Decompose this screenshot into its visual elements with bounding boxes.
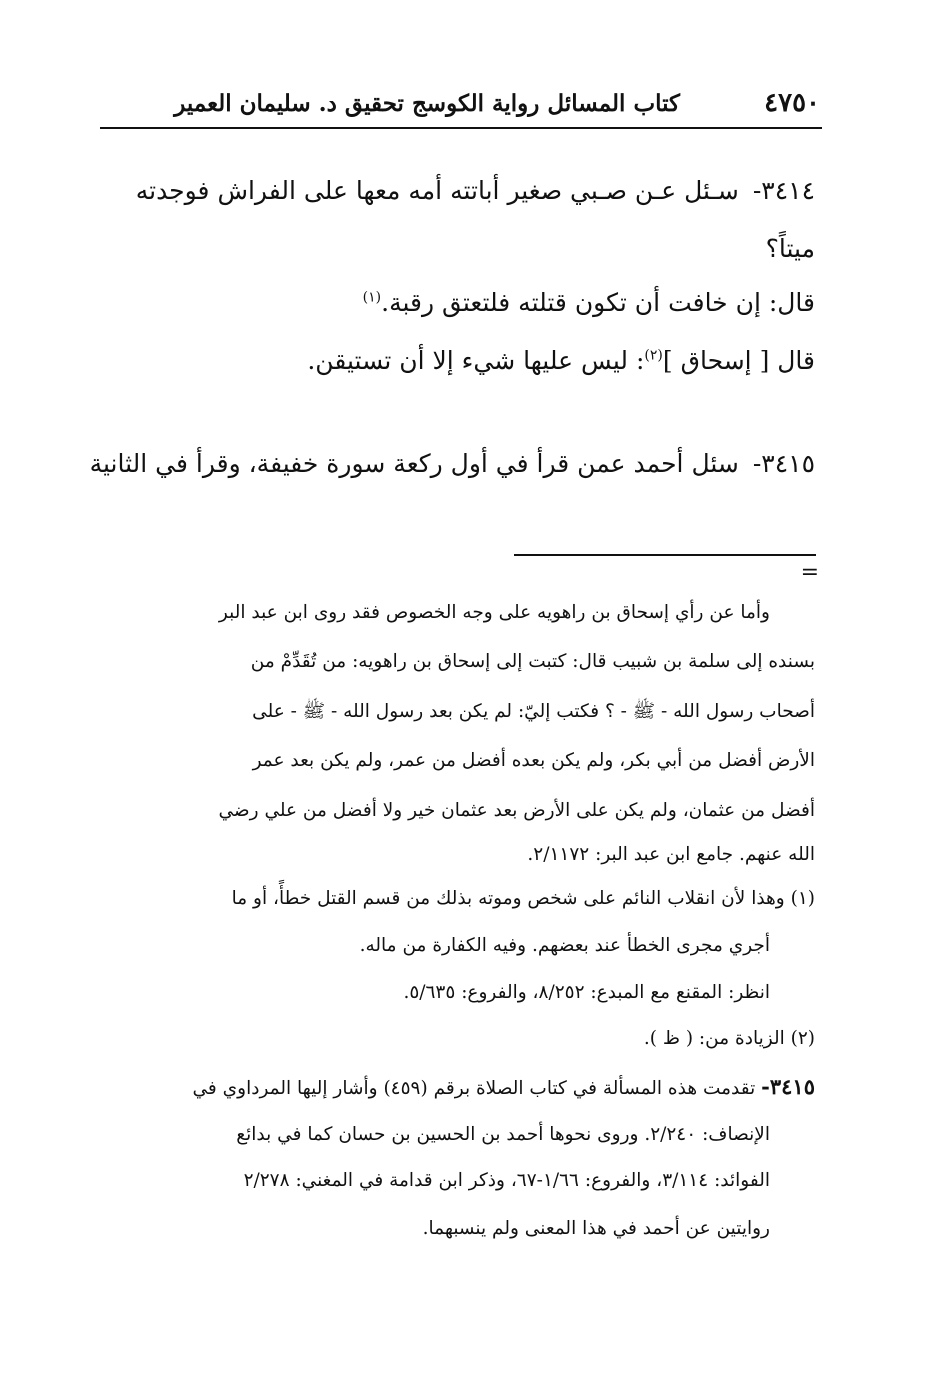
question-text: سـئل عـن صـبي صغير أباتته أمه معها على الفراش فوجدته bbox=[135, 176, 739, 205]
footnote-continuation-line: أفضل من عثمان، ولم يكن على الأرض بعد عثمان خير ولا أفضل من علي رضي bbox=[218, 800, 815, 821]
footnote-continuation-line: الأرض أفضل من أبي بكر، ولم يكن بعده أفضل من عمر، ولم يكن بعد عمر bbox=[252, 750, 815, 771]
question-3414-line-2 bbox=[766, 236, 815, 261]
footnote-1-line-2: أجري مجرى الخطأ عند بعضهم. وفيه الكفارة من ماله. bbox=[359, 935, 770, 956]
footnote-separator bbox=[514, 554, 816, 556]
footnote-continuation-line: وأما عن رأي إسحاق بن راهويه على وجه الخصوص فقد روى ابن عبد البر bbox=[218, 602, 770, 623]
footnote-ref: (١) bbox=[362, 289, 382, 306]
page-header bbox=[100, 88, 820, 128]
footnote-3415-line-2: الإنصاف: ٢/٢٤٠. وروى نحوها أحمد بن الحسين بن حسان كما في بدائع bbox=[236, 1124, 770, 1145]
footnote-1-line-1: (١) وهذا لأن انقلاب النائم على شخص وموته بذلك من قسم القتل خطأً، أو ما bbox=[231, 888, 815, 909]
answer-text: قال: إن خافت أن تكون قتلته فلتعتق رقبة. bbox=[381, 288, 815, 317]
answer-text: : ليس عليها شيء إلا أن تستيقن. bbox=[307, 346, 645, 375]
question-text: ميتاً؟ bbox=[765, 234, 815, 263]
footnote-1-line-3: انظر: المقنع مع المبدع: ٨/٢٥٢، والفروع: ٥/٦٣٥. bbox=[403, 982, 770, 1003]
answer-ahmad bbox=[363, 290, 815, 315]
footnote-continuation-line: الله عنهم. جامع ابن عبد البر: ٢/١١٧٢. bbox=[527, 844, 815, 865]
footnote-question-number: ٣٤١٥- bbox=[761, 1074, 815, 1099]
question-3414-line-1 bbox=[136, 178, 815, 203]
footnote-3415-line-1 bbox=[193, 1076, 815, 1099]
question-number: ٣٤١٤- bbox=[752, 176, 815, 205]
question-text: سئل أحمد عمن قرأ في أول ركعة سورة خفيفة، وقرأ في الثانية bbox=[89, 449, 739, 478]
page-number: ٤٧٥٠ bbox=[764, 88, 820, 118]
footnote-2: (٢) الزيادة من: ( ظ ). bbox=[643, 1028, 815, 1049]
footnote-continuation-line: بسنده إلى سلمة بن شبيب قال: كتبت إلى إسحاق بن راهويه: من تُقَدِّمْ من bbox=[250, 651, 815, 672]
continuation-mark: = bbox=[800, 560, 819, 585]
footnote-3415-line-3: الفوائد: ٣/١١٤، والفروع: ١/٦٦-٦٧، وذكر ابن قدامة في المغني: ٢/٢٧٨ bbox=[243, 1170, 770, 1191]
question-3415-line-1 bbox=[90, 451, 815, 476]
question-number: ٣٤١٥- bbox=[752, 449, 815, 478]
footnote-text: تقدمت هذه المسألة في كتاب الصلاة برقم (٤٥٩) وأشار إليها المرداوي في bbox=[192, 1078, 756, 1099]
footnote-3415-line-4: روايتين عن أحمد في هذا المعنى ولم ينسبهما. bbox=[422, 1218, 770, 1239]
header-rule bbox=[100, 127, 822, 129]
running-title: كتاب المسائل رواية الكوسج تحقيق د. سليمان العمير bbox=[174, 90, 680, 117]
footnote-continuation-line: أصحاب رسول الله - ﷺ - ؟ فكتب إليّ: لم يكن بعد رسول الله - ﷺ - على bbox=[252, 701, 815, 722]
footnote-ref: (٢) bbox=[644, 347, 663, 364]
answer-prefix: قال [ إسحاق ] bbox=[662, 346, 815, 375]
answer-ishaq bbox=[307, 348, 815, 373]
